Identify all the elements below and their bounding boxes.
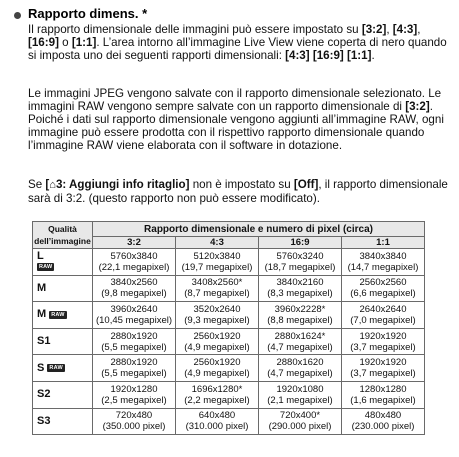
- pixel-dimensions: 1920x1080: [276, 383, 324, 395]
- ratio-header-1-1: 1:1: [342, 237, 425, 249]
- intro-text: [4:3] [16:9] [1:1]: [285, 49, 372, 62]
- quality-cell: [33, 381, 93, 408]
- table-row: [33, 381, 425, 408]
- pixel-dimensions: 2560x2560: [359, 277, 407, 289]
- quality-label: M: [37, 308, 47, 321]
- ratio-header-16-9: 16:9: [259, 237, 342, 249]
- bullet-icon: [14, 12, 21, 19]
- quality-header-line: dell’immagine: [34, 236, 91, 246]
- quality-header-line: Qualità: [48, 224, 77, 234]
- pixel-megapixels: (2,5 megapixel): [101, 394, 167, 406]
- pixel-cell: [176, 381, 259, 408]
- intro-text: . L’area intorno all’immagine Live View viene coperta di nero quando si imposta uno dei seguenti rapporti dimensionali:: [28, 36, 447, 62]
- pixel-cell: [342, 381, 425, 408]
- quality-label: L: [37, 249, 44, 262]
- pixel-megapixels: (3,7 megapixel): [350, 368, 416, 380]
- pixel-cell: [259, 408, 342, 435]
- pixel-cell: [342, 328, 425, 355]
- pixel-megapixels: (22,1 megapixel): [98, 261, 170, 273]
- pixel-cell: [259, 381, 342, 408]
- crop-note-text: [Off]: [293, 178, 319, 191]
- pixel-cell: [342, 355, 425, 382]
- pixel-dimensions: 2880x1624*: [274, 330, 326, 342]
- pixel-cell: [93, 302, 176, 329]
- quality-label: M: [37, 281, 47, 294]
- pixel-cell: [93, 275, 176, 302]
- pixel-dimensions: 3960x2228*: [274, 303, 326, 315]
- pixel-dimensions: 3840x3840: [359, 250, 407, 262]
- jpeg-raw-text: [3:2]: [405, 100, 430, 113]
- pixel-cell: [176, 275, 259, 302]
- intro-text: o: [58, 36, 72, 49]
- pixel-megapixels: (310.000 pixel): [185, 421, 249, 433]
- intro-text: [4:3]: [392, 23, 418, 36]
- pixel-cell: [259, 328, 342, 355]
- pixel-dimensions: 1280x1280: [359, 383, 407, 395]
- quality-column-header: [33, 222, 93, 249]
- pixel-cell: [259, 302, 342, 329]
- pixel-megapixels: (5,5 megapixel): [101, 368, 167, 380]
- crop-note-text: , il rapporto dimensionale sarà di 3:2. (questo rapporto non può essere modificato).: [28, 178, 448, 205]
- pixel-cell: [176, 249, 259, 276]
- intro-text: [3:2]: [361, 23, 387, 36]
- pixel-dimensions: 720x400*: [279, 410, 321, 422]
- pixel-dimensions: 3960x2640: [110, 303, 158, 315]
- intro-text: .: [371, 49, 375, 62]
- pixel-dimensions: 720x480: [115, 410, 153, 422]
- pixel-megapixels: (2,1 megapixel): [267, 394, 333, 406]
- table-row: [33, 302, 425, 329]
- pixel-cell: [93, 408, 176, 435]
- pixel-dimensions: 5760x3840: [110, 250, 158, 262]
- pixel-dimensions: 2560x1920: [193, 357, 241, 369]
- pixel-dimensions: 3408x2560*: [191, 277, 243, 289]
- table-row: [33, 408, 425, 435]
- quality-cell: [33, 249, 93, 276]
- raw-badge-icon: RAW: [49, 364, 63, 371]
- pixel-megapixels: (2,2 megapixel): [184, 394, 250, 406]
- pixel-cell: [176, 302, 259, 329]
- quality-label: S2: [37, 388, 51, 401]
- pixel-cell: [93, 249, 176, 276]
- pixel-megapixels: (10,45 megapixel): [95, 314, 173, 326]
- pixel-cell: [259, 355, 342, 382]
- pixel-megapixels: (3,7 megapixel): [350, 341, 416, 353]
- pixel-cell: [259, 249, 342, 276]
- pixel-dimensions: 2560x1920: [193, 330, 241, 342]
- pixel-cell: [93, 355, 176, 382]
- raw-badge-icon: RAW: [51, 311, 65, 318]
- pixel-megapixels: (4,9 megapixel): [184, 368, 250, 380]
- table-row: [33, 275, 425, 302]
- raw-badge-icon: RAW: [39, 263, 53, 270]
- pixel-cell: [93, 328, 176, 355]
- pixel-megapixels: (290.000 pixel): [268, 421, 332, 433]
- quality-cell: [33, 275, 93, 302]
- crop-note-text: Se: [28, 178, 46, 191]
- quality-cell: [33, 355, 93, 382]
- pixel-dimensions: 2880x1920: [110, 357, 158, 369]
- pixel-cell: [342, 408, 425, 435]
- crop-note-text: 3: Aggiungi info ritaglio]: [55, 178, 190, 191]
- quality-cell: [33, 328, 93, 355]
- quality-cell: [33, 408, 93, 435]
- pixel-cell: [259, 275, 342, 302]
- pixel-megapixels: (9,8 megapixel): [101, 288, 167, 300]
- ratio-header-4-3: 4:3: [176, 237, 259, 249]
- pixel-megapixels: (8,8 megapixel): [267, 314, 333, 326]
- pixel-dimensions: 1920x1920: [359, 330, 407, 342]
- intro-text: Il rapporto dimensionale delle immagini può essere impostato su: [28, 23, 362, 36]
- pixel-cell: [176, 328, 259, 355]
- pixel-dimensions: 2640x2640: [359, 303, 407, 315]
- ratio-header-3-2: 3:2: [93, 237, 176, 249]
- pixel-dimensions: 5120x3840: [193, 250, 241, 262]
- aspect-ratio-pixel-table: [32, 221, 425, 435]
- paragraph-aspect-intro: [28, 23, 453, 62]
- jpeg-raw-text: Le immagini JPEG vengono salvate con il rapporto dimensionale selezionato. Le immagini RAW vengono sempre salvate con un rapporto dimensionale di: [28, 87, 442, 113]
- quality-label: S: [37, 361, 45, 374]
- pixel-megapixels: (4,7 megapixel): [267, 341, 333, 353]
- pixel-dimensions: 3840x2560: [110, 277, 158, 289]
- pixel-megapixels: (7,0 megapixel): [350, 314, 416, 326]
- quality-label: S1: [37, 335, 51, 348]
- pixel-dimensions: 1696x1280*: [191, 383, 243, 395]
- pixel-megapixels: (230.000 pixel): [351, 421, 415, 433]
- pixel-megapixels: (9,3 megapixel): [184, 314, 250, 326]
- quality-cell: [33, 302, 93, 329]
- paragraph-jpeg-raw: [28, 87, 453, 152]
- pixel-dimensions: 1920x1280: [110, 383, 158, 395]
- crop-note-text: non è impostato su: [189, 178, 294, 191]
- intro-text: ,: [417, 23, 421, 36]
- pixel-megapixels: (4,9 megapixel): [184, 341, 250, 353]
- pixel-megapixels: (18,7 megapixel): [264, 261, 336, 273]
- table-row: [33, 355, 425, 382]
- pixel-cell: [176, 408, 259, 435]
- pixel-dimensions: 3840x2160: [276, 277, 324, 289]
- pixel-dimensions: 2880x1620: [276, 357, 324, 369]
- intro-text: [16:9]: [28, 36, 59, 49]
- pixel-megapixels: (8,7 megapixel): [184, 288, 250, 300]
- pixel-megapixels: (5,5 megapixel): [101, 341, 167, 353]
- pixel-cell: [93, 381, 176, 408]
- pixel-megapixels: (14,7 megapixel): [347, 261, 419, 273]
- quality-label: S3: [37, 414, 51, 427]
- pixel-cell: [342, 275, 425, 302]
- intro-text: ,: [386, 23, 393, 36]
- pixel-megapixels: (8,3 megapixel): [267, 288, 333, 300]
- jpeg-raw-text: . Poiché i dati sul rapporto dimensionale vengono aggiunti all’immagine RAW, ogni immagine può essere prodotta con il rispettivo rapporto dimensionale quando l’immagine RAW viene elaborata con il software in dotazione.: [28, 100, 444, 152]
- pixel-megapixels: (350.000 pixel): [102, 421, 166, 433]
- pixel-dimensions: 2880x1920: [110, 330, 158, 342]
- intro-text: [1:1]: [71, 36, 97, 49]
- pixel-dimensions: 3520x2640: [193, 303, 241, 315]
- pixel-megapixels: (1,6 megapixel): [350, 394, 416, 406]
- pixel-megapixels: (6,6 megapixel): [350, 288, 416, 300]
- paragraph-crop-info-note: [28, 178, 453, 205]
- pixel-megapixels: (19,7 megapixel): [181, 261, 253, 273]
- pixel-cell: [342, 302, 425, 329]
- pixel-dimensions: 640x480: [198, 410, 236, 422]
- pixel-dimensions: 480x480: [364, 410, 402, 422]
- pixel-cell: [342, 249, 425, 276]
- section-title: Rapporto dimens. *: [28, 6, 148, 21]
- crop-note-text: [: [45, 178, 50, 191]
- pixel-megapixels: (4,7 megapixel): [267, 368, 333, 380]
- table-row: [33, 249, 425, 276]
- pixel-dimensions: 5760x3240: [276, 250, 324, 262]
- pixel-cell: [176, 355, 259, 382]
- table-row: [33, 328, 425, 355]
- camera-menu-icon: ⌂: [49, 179, 56, 191]
- pixel-dimensions: 1920x1920: [359, 357, 407, 369]
- table-main-header: Rapporto dimensionale e numero di pixel (circa): [93, 222, 425, 237]
